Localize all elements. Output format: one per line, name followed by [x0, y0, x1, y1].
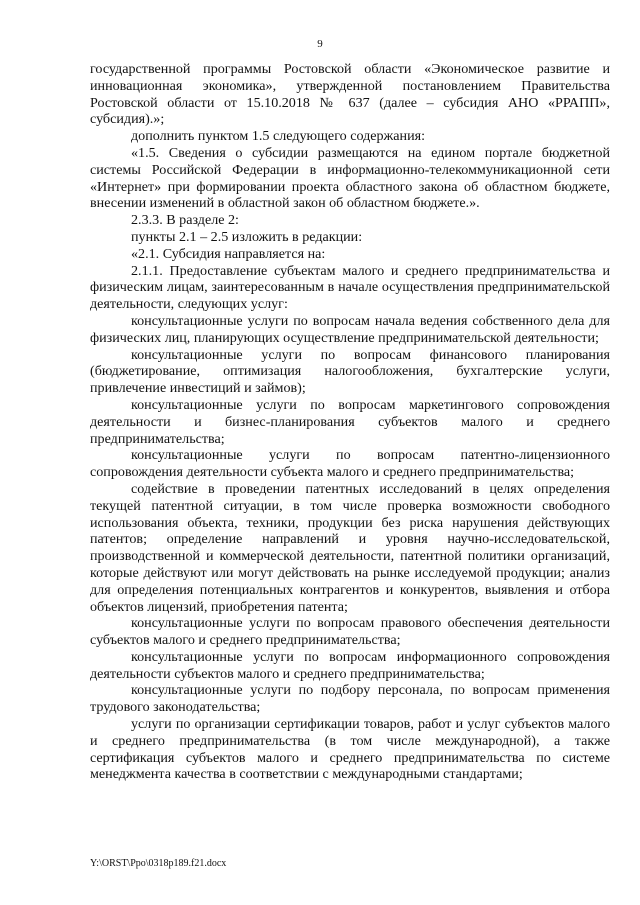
paragraph: консультационные услуги по вопросам начала ведения собственного дела для физических лиц, планирующих осуществление предпринимательской деятельности; — [90, 312, 610, 346]
paragraph: пункты 2.1 – 2.5 изложить в редакции: — [131, 228, 363, 245]
paragraph: консультационные услуги по вопросам информационного сопровождения деятельности субъектов малого и среднего предпринимательства; — [90, 648, 610, 682]
paragraph: 2.3.3. В разделе 2: — [131, 212, 239, 229]
paragraph: 2.1.1. Предоставление субъектам малого и среднего предпринимательства и физическим лицам, заинтересованным в начале осуществления предпринимательской деятельности, следующих услуг: — [90, 262, 610, 313]
paragraph: услуги по организации сертификации товаров, работ и услуг субъектов малого и среднего предпринимательства (в том числе международной), а также сертификация субъектов малого и среднего предпринимательства по системе менеджмента качества в соответствии с международными стандартами; — [90, 716, 610, 783]
paragraph: «1.5. Сведения о субсидии размещаются на едином портале бюджетной системы Российской Федерации в информационно-телекоммуникационной сети «Интернет» при формировании проекта областного закона об областном бюджете, внесении изменений в областной закон об областном бюджете.». — [90, 144, 610, 212]
paragraph: консультационные услуги по вопросам маркетингового сопровождения деятельности и бизнес-планирования субъектов малого и среднего предпринимательства; — [90, 396, 610, 447]
paragraph: «2.1. Субсидия направляется на: — [131, 245, 326, 262]
footer-file-path: Y:\ORST\Ppo\0318p189.f21.docx — [90, 858, 227, 869]
page-number: 9 — [317, 38, 323, 50]
paragraph: консультационные услуги по вопросам правового обеспечения деятельности субъектов малого и среднего предпринимательства; — [90, 615, 610, 649]
paragraph: дополнить пунктом 1.5 следующего содержания: — [131, 128, 426, 145]
paragraph: консультационные услуги по вопросам финансового планирования (бюджетирование, оптимизация налогообложения, бухгалтерские услуги, привлечение инвестиций и займов); — [90, 346, 610, 397]
paragraph: содействие в проведении патентных исследований в целях определения текущей патентной ситуации, в том числе проверка возможности свободного использования объекта, техники, продукции без риска нарушения действующих патентов; определение направлений и уровня научно-исследовательской, производственной и коммерческой деятельности, патентной политики организаций, которые действуют или могут действовать на рынке исследуемой продукции; анализ для определения потенциальных контрагентов и конкурентов, выявления и отбора объектов лицензий, приобретения патента; — [90, 480, 610, 615]
paragraph: государственной программы Ростовской области «Экономическое развитие и инновационная экономика», утвержденной постановлением Правительства Ростовской области от 15.10.2018 № 637 (далее – субсидия АНО «РРАПП», субсидия).»; — [90, 61, 610, 128]
paragraph: консультационные услуги по подбору персонала, по вопросам применения трудового законодательства; — [90, 682, 610, 716]
paragraph: консультационные услуги по вопросам патентно-лицензионного сопровождения деятельности субъекта малого и среднего предпринимательства; — [90, 447, 610, 481]
document-body — [90, 61, 610, 783]
